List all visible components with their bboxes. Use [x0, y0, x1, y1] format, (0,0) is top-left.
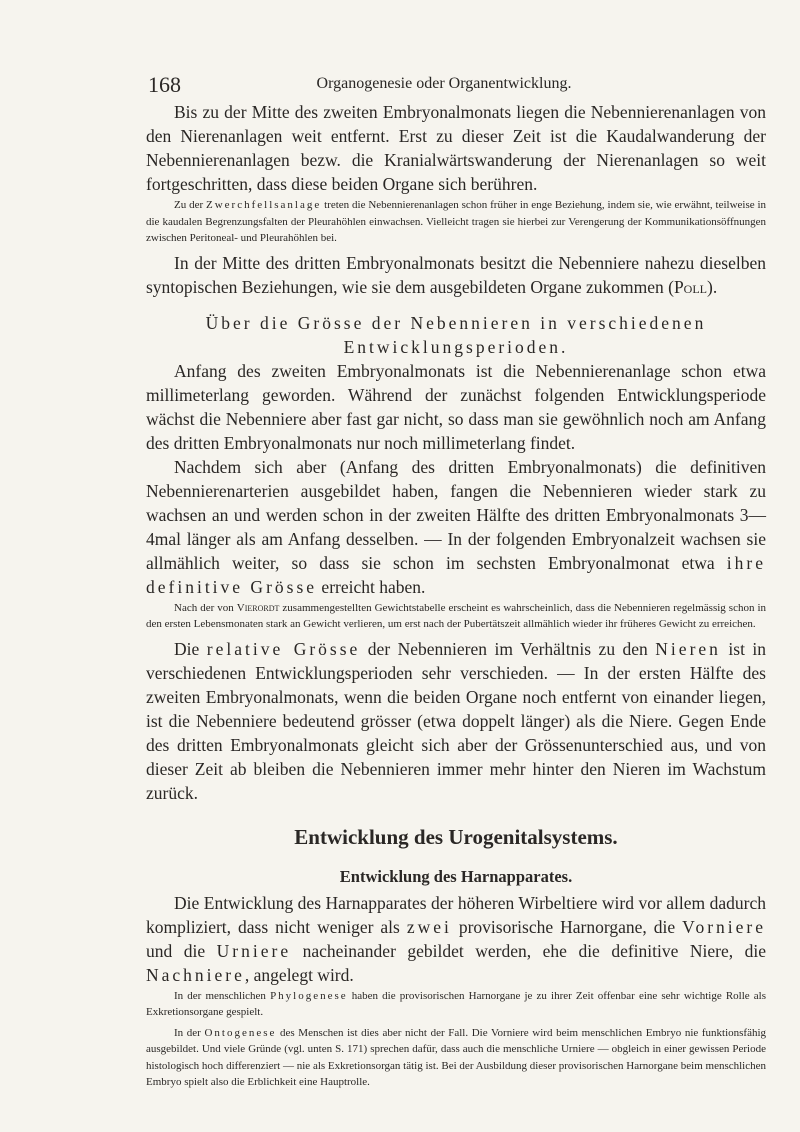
paragraph-5-text: ist in verschiedenen Entwicklungsperioden sehr verschieden. — In der ersten Hälfte des zweiten Embryonalmonats, wenn die beiden Organe noch entfernt von einander liegen, ist die Nebenniere bedeutend grösser (etwa doppelt länger) als die Niere. Gegen Ende des dritten Embryonalmonats gleicht sich aber der Grössenunterschied aus, und von dieser Zeit ab bleiben die Nebennieren immer mehr hinter den Nieren im Wachstum zurück.	[146, 638, 767, 803]
term-relative-groesse: relative Grösse	[206, 638, 361, 659]
term-zwei: zwei	[406, 916, 452, 937]
footnote-phylogenese	[146, 988, 766, 1021]
footnote-zwerchfell-text: treten die Nebennierenanlagen schon früher in enge Beziehung, indem sie, wie erwähnt, teilweise in die kaudalen Begrenzungsfalten der Pleurahöhlen einwachsen. Vielleicht tragen sie hierbei zur Verengerung der Kommunikationsöffnungen zwischen Peritoneal- und Pleurahöhlen bei.	[146, 199, 767, 244]
footnote-phylogenese-pre: In der menschlichen	[174, 989, 266, 1002]
page-number: 168	[148, 72, 181, 97]
paragraph-6-mid1: provisorische Harnorgane, die	[458, 916, 676, 937]
footnote-vierordt	[146, 600, 766, 633]
section-heading: Entwicklung des Harnapparates.	[339, 866, 573, 886]
term-zwerchfellsanlage: Zwerchfellsanlage	[206, 199, 322, 211]
paragraph-6-mid2: und die	[146, 940, 206, 961]
paragraph-5-pre: Die	[174, 638, 200, 659]
paragraph-1: Bis zu der Mitte des zweiten Embryonalmonats liegen die Nebennierenanlagen von den Nierenanlagen weit entfernt. Erst zu dieser Zeit ist die Kaudalwanderung der Nebennierenanlagen bezw. die Kranialwärtswanderung der Nierenanlagen so weit fortgeschritten, dass diese beiden Organe sich berühren.	[146, 102, 766, 194]
footnote-zwerchfell-pre: Zu der	[174, 199, 204, 211]
term-definitive-groesse: ihre definitive Grösse	[146, 552, 766, 597]
page-header	[148, 72, 740, 98]
footnote-ontogenese-text: des Menschen ist dies aber nicht der Fall. Die Vorniere wird beim menschlichen Embryo nie funktionsfähig ausgebildet. Und viele Gründe (vgl. unten S. 171) sprechen dafür, dass auch die menschliche Urniere — obgleich in einer gewissen Periode histologisch hoch differenziert — nie als Exkretionsorgan tätig ist. Bei der Ausbildung dieser provisorischen Harnorgane beim menschlichen Embryo spielt also die Erblichkeit eine Hauptrolle.	[146, 1026, 767, 1089]
term-phylogenese: Phylogenese	[270, 989, 348, 1002]
paragraph-2-end: ).	[707, 276, 718, 297]
paragraph-5-mid: der Nebennieren im Verhältnis zu den	[367, 638, 648, 659]
paragraph-2	[146, 251, 766, 299]
footnote-ontogenese-pre: In der	[174, 1026, 201, 1039]
term-nieren: Nieren	[655, 638, 721, 659]
footnote-zwerchfell	[146, 197, 766, 247]
paragraph-6	[146, 891, 766, 987]
running-title: Organogenesie oder Organentwicklung.	[316, 75, 572, 92]
paragraph-6-pre: Die Entwicklung des Harnapparates der höheren Wirbeltiere wird vor allem dadurch kompliziert, dass nicht weniger als	[146, 892, 766, 937]
term-vorniere: Vorniere	[682, 916, 767, 937]
paragraph-2-text: In der Mitte des dritten Embryonalmonats besitzt die Nebenniere nahezu dieselben syntopischen Beziehungen, wie sie dem ausgebildeten Organe zukommen (	[146, 252, 766, 297]
footnote-phylogenese-text: haben die provisorischen Harnorgane je zu ihrer Zeit offenbar eine sehr wichtige Rolle als Exkretionsorgane gespielt.	[146, 989, 767, 1019]
paragraph-5	[146, 637, 766, 805]
paragraph-4	[146, 455, 766, 599]
footnote-vierordt-pre: Nach der von	[174, 601, 234, 614]
term-ontogenese: Ontogenese	[204, 1026, 277, 1039]
citation-vierordt: Vierordt	[236, 601, 280, 614]
term-nachniere: Nachniere	[146, 964, 245, 985]
section-subheading-groesse: Über die Grösse der Nebennieren in verschiedenen Entwicklungsperioden.	[205, 312, 707, 357]
citation-poll: Poll	[673, 276, 707, 297]
term-urniere: Urniere	[216, 940, 292, 961]
paragraph-3: Anfang des zweiten Embryonalmonats ist die Nebennierenanlage schon etwa millimeterlang geworden. Während der zunächst folgenden Entwicklungsperiode wächst die Nebenniere aber fast gar nicht, so dass man sie gewöhnlich noch am Anfang des dritten Embryonalmonats nur noch millimeterlang findet.	[146, 360, 766, 453]
paragraph-6-end: , angelegt wird.	[244, 964, 354, 985]
chapter-heading: Entwicklung des Urogenitalsystems.	[294, 824, 618, 849]
footnote-ontogenese	[146, 1025, 766, 1091]
footnote-vierordt-text: zusammengestellten Gewichtstabelle erscheint es wahrscheinlich, dass die Nebennieren regelmässig schon in den ersten Lebensmonaten stark an Gewicht verlieren, um erst nach der Pubertätszeit allmählich wieder ihr früheres Gewicht zu erreichen.	[146, 601, 767, 630]
paragraph-6-mid3: nacheinander gebildet werden, ehe die definitive Niere, die	[302, 940, 767, 961]
page-body	[146, 100, 766, 1095]
paragraph-4-end: erreicht haben.	[321, 576, 426, 597]
paragraph-4-text: Nachdem sich aber (Anfang des dritten Embryonalmonats) die definitiven Nebennierenarterien ausgebildet haben, fangen die Nebennieren wieder stark zu wachsen an und werden schon in der zweiten Hälfte des dritten Embryonalmonats 3—4mal länger als am Anfang desselben. — In der folgenden Embryonalzeit wachsen sie allmählich weiter, so dass sie schon im sechsten Embryonalmonat etwa	[146, 456, 766, 573]
